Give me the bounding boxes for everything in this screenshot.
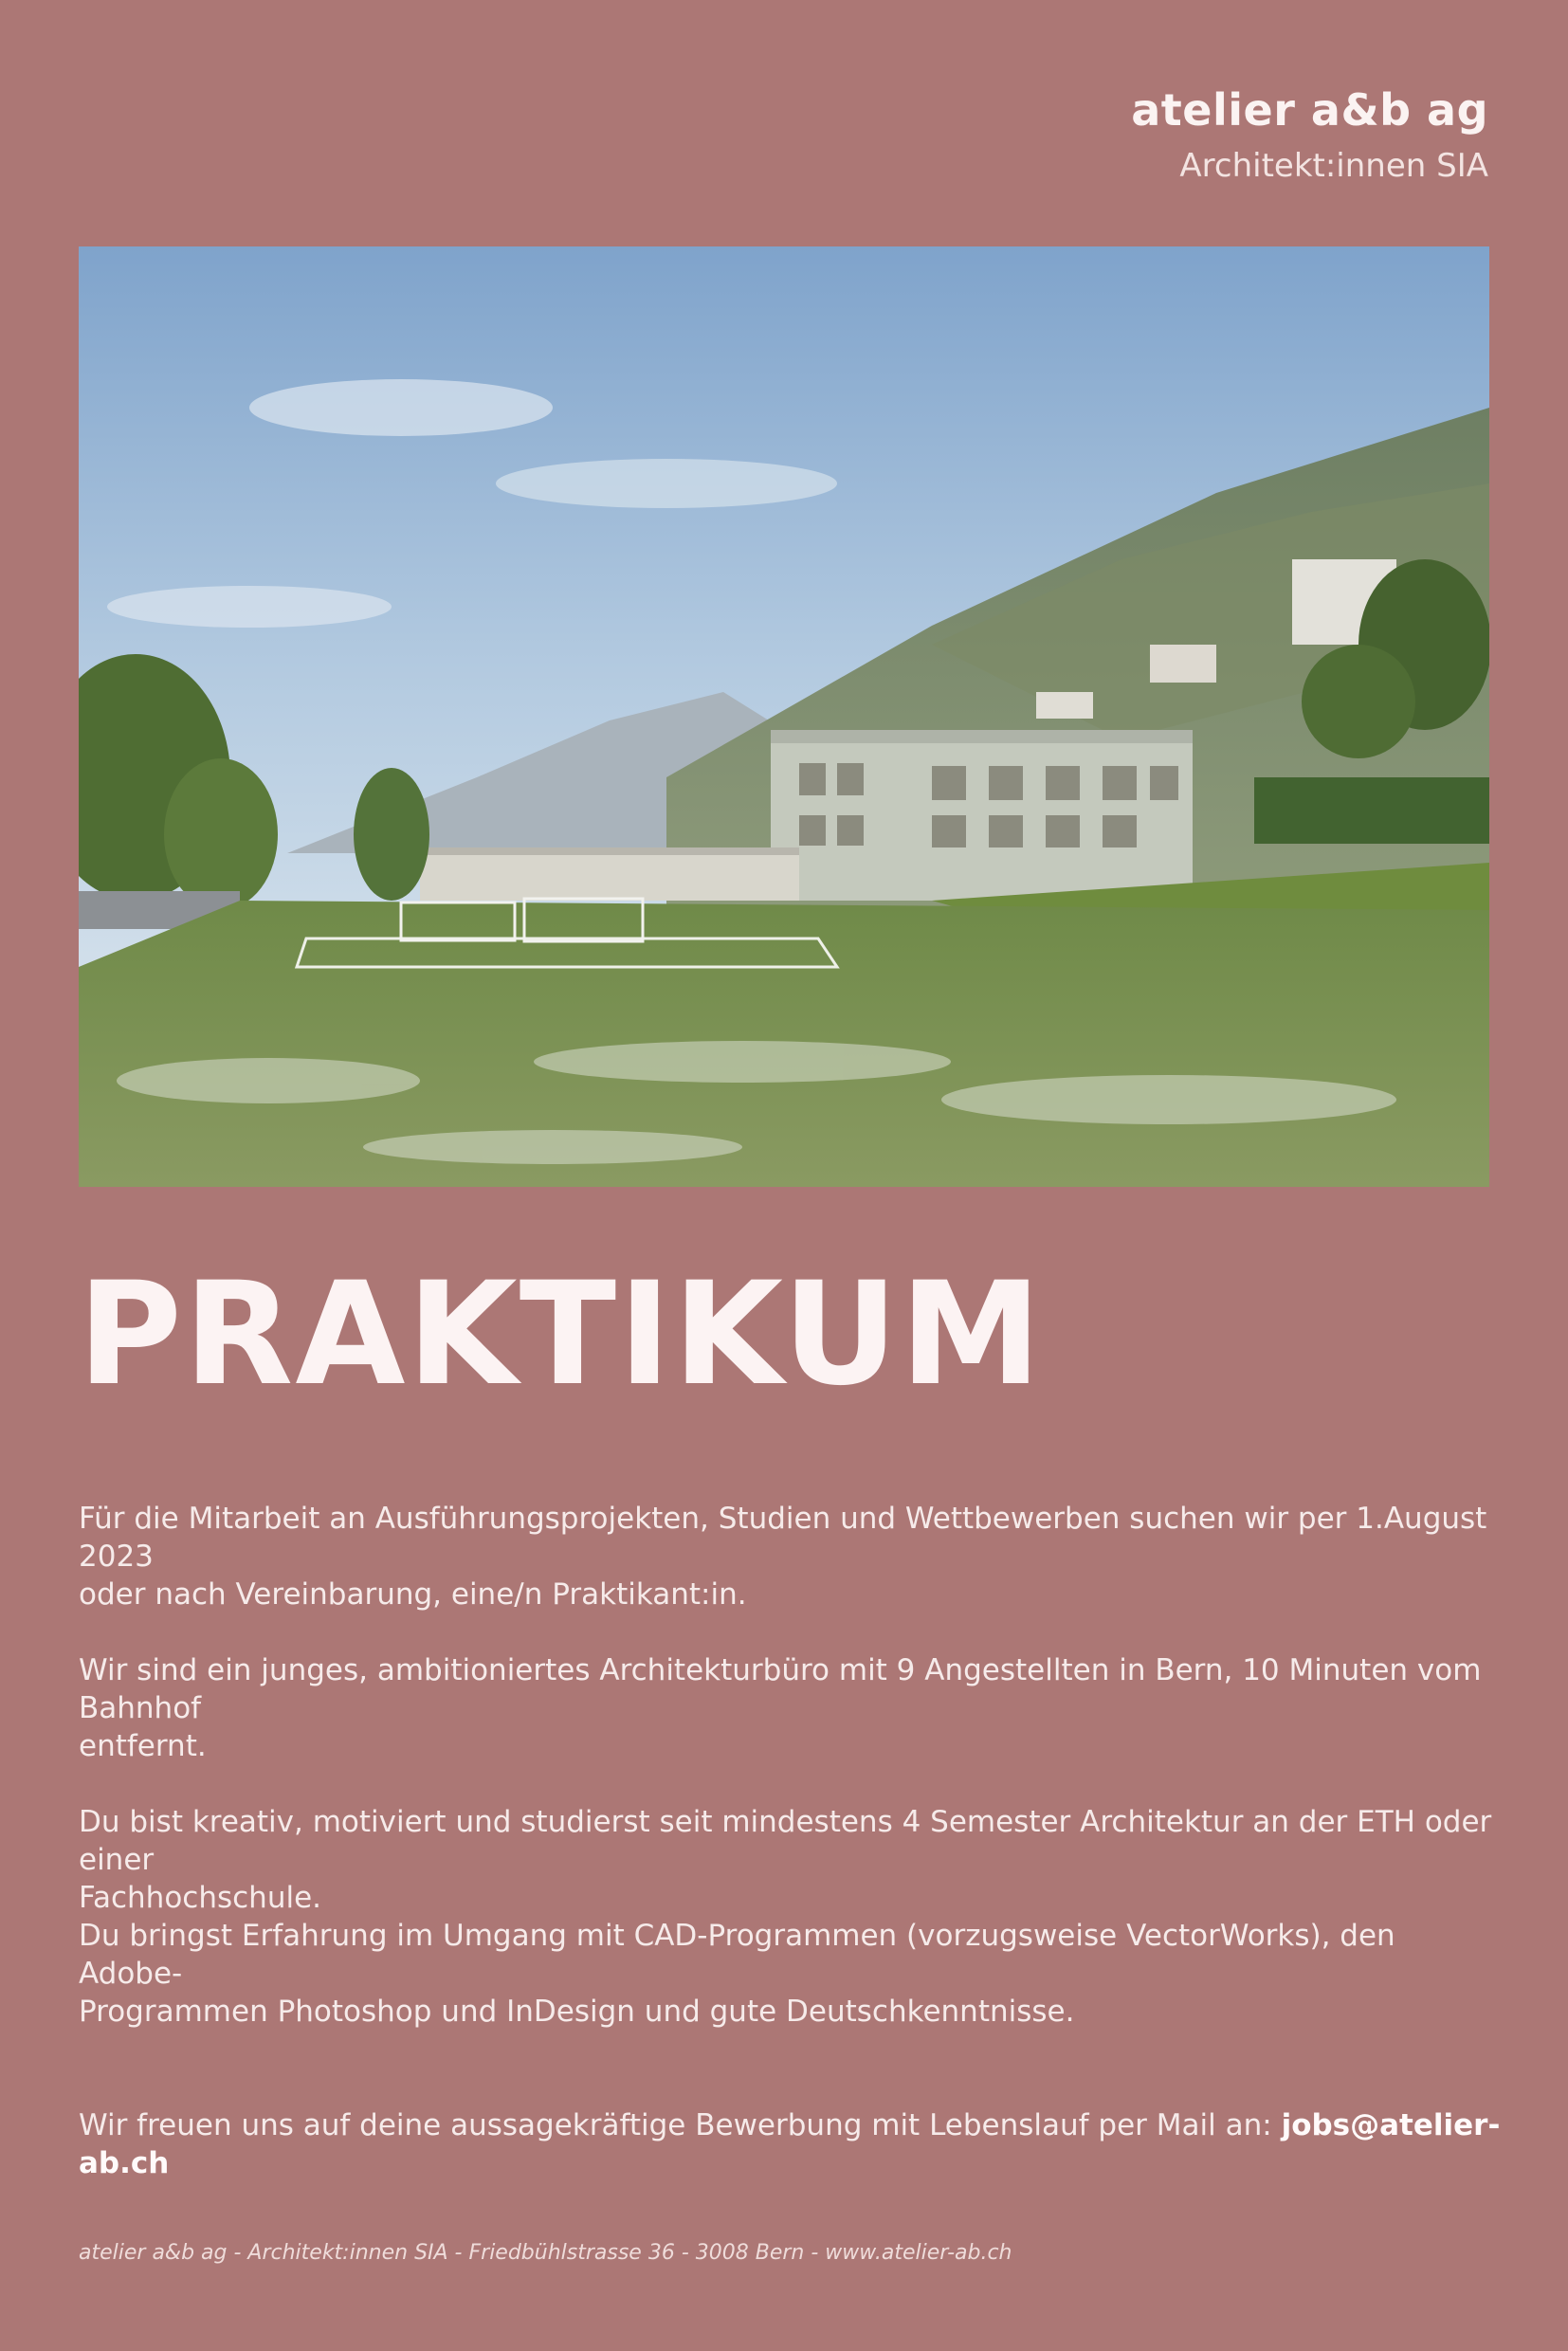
paragraph-line: oder nach Vereinbarung, eine/n Praktikant:in. (79, 1577, 747, 1612)
page-title: PRAKTIKUM (78, 1252, 1044, 1417)
architectural-rendering (79, 246, 1489, 1187)
company-header (1131, 82, 1488, 190)
paragraph-line: Du bist kreativ, motiviert und studierst seit mindestens 4 Semester Architektur an der ETH oder einer (79, 1805, 1492, 1877)
paragraph-line: Programmen Photoshop und InDesign und gute Deutschkenntnisse. (79, 1995, 1075, 2029)
paragraph-line: entfernt. (79, 1729, 207, 1763)
paragraph-line: Fachhochschule. (79, 1881, 322, 1915)
email-link[interactable]: jobs@atelier-ab.ch (79, 2108, 1501, 2180)
application-text: Wir freuen uns auf deine aussagekräftige Bewerbung mit Lebenslauf per Mail an: (79, 2108, 1282, 2142)
company-subtitle: Architekt:innen SIA (1179, 147, 1488, 185)
footer-address: atelier a&b ag - Architekt:innen SIA - Friedbühlstrasse 36 - 3008 Bern - www.atelier-ab.ch (79, 2241, 1012, 2265)
hero-image (79, 246, 1489, 1187)
paragraph-line: Du bringst Erfahrung im Umgang mit CAD-Programmen (vorzugsweise VectorWorks), den Adobe- (79, 1919, 1395, 1991)
application-line (79, 2106, 1501, 2182)
paragraph-line: Wir sind ein junges, ambitioniertes Architekturbüro mit 9 Angestellten in Bern, 10 Minuten vom Bahnhof (79, 1653, 1482, 1725)
job-description (79, 1500, 1501, 2182)
paragraph-line: Für die Mitarbeit an Ausführungsprojekten, Studien und Wettbewerben suchen wir per 1.August 2023 (79, 1502, 1487, 1574)
company-name: atelier a&b ag (1131, 84, 1488, 136)
